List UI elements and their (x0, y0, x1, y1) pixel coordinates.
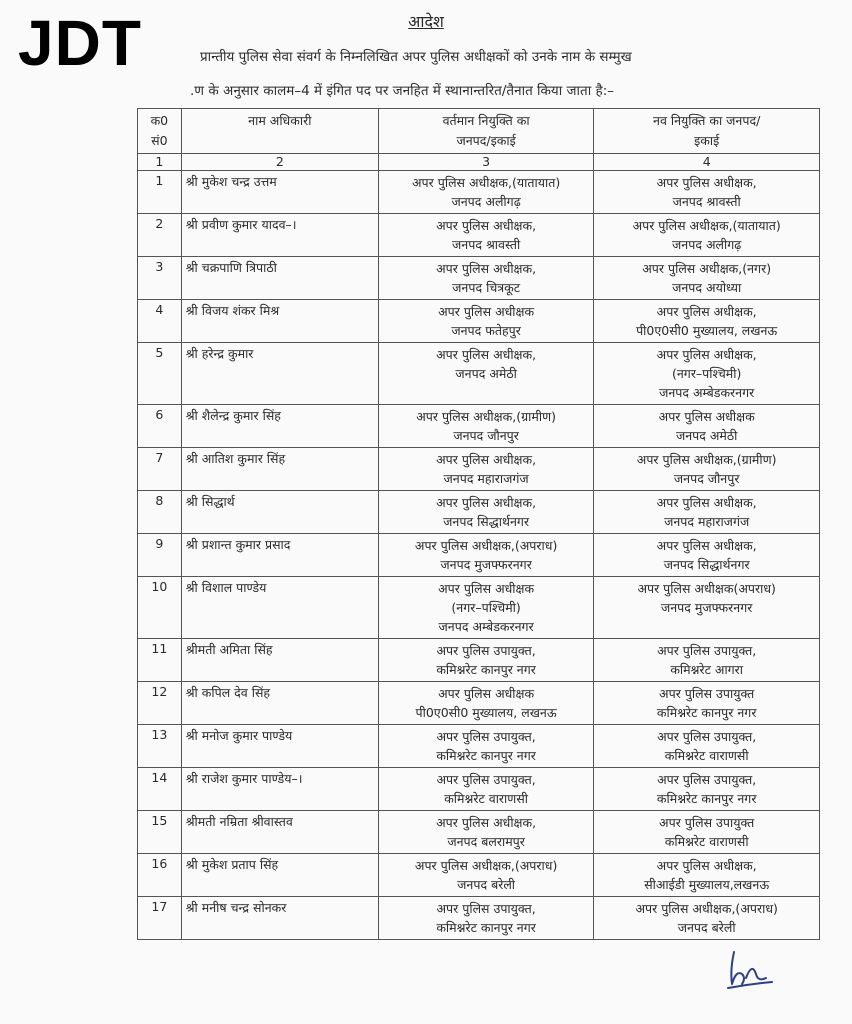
row-serial: 13 (138, 725, 182, 768)
header-new-line-1: नव नियुक्ति का जनपद/ (653, 113, 761, 128)
table-row (138, 725, 820, 768)
new-posting-line: जनपद मुजफ्फरनगर (660, 600, 753, 615)
new-posting-line: अपर पुलिस अधीक्षक, (656, 175, 757, 190)
column-number-row (138, 154, 820, 171)
new-posting-line: कमिश्नरेट आगरा (670, 662, 744, 677)
table-row (138, 897, 820, 940)
current-posting-line: अपर पुलिस अधीक्षक (438, 686, 535, 701)
row-serial: 8 (138, 491, 182, 534)
intro-line-1: प्रान्तीय पुलिस सेवा संवर्ग के निम्नलिखित अपर पुलिस अधीक्षकों को उनके नाम के सम्मुख (200, 49, 632, 65)
new-posting-line: अपर पुलिस अधीक्षक, (656, 347, 757, 362)
new-posting (594, 577, 820, 639)
current-posting-line: अपर पुलिस उपायुक्त, (436, 729, 536, 744)
officer-name: श्रीमती अमिता सिंह (181, 639, 378, 682)
new-posting-line: जनपद अम्बेडकरनगर (659, 385, 755, 400)
new-posting-line: अपर पुलिस अधीक्षक,(नगर) (642, 261, 772, 276)
current-posting-line: जनपद फतेहपुर (451, 323, 521, 338)
current-posting-line: जनपद मुजफ्फरनगर (440, 557, 532, 572)
new-posting (594, 214, 820, 257)
document-heading: आदेश (408, 12, 444, 31)
logo-text: JDT (18, 7, 142, 79)
row-serial: 10 (138, 577, 182, 639)
table-row (138, 491, 820, 534)
current-posting (378, 682, 593, 725)
new-posting-line: कमिश्नरेट कानपुर नगर (656, 791, 757, 806)
row-serial: 12 (138, 682, 182, 725)
current-posting-line: जनपद श्रावस्ती (452, 237, 521, 252)
current-posting-line: अपर पुलिस उपायुक्त, (436, 772, 536, 787)
header-serial-line-2: सं0 (151, 133, 168, 148)
header-new (594, 109, 820, 154)
current-posting (378, 725, 593, 768)
current-posting (378, 300, 593, 343)
current-posting-line: जनपद अम्बेडकरनगर (438, 619, 534, 634)
intro-paragraph (190, 40, 840, 108)
new-posting-line: अपर पुलिस अधीक्षक, (656, 304, 757, 319)
officer-name: श्री शैलेन्द्र कुमार सिंह (181, 405, 378, 448)
current-posting (378, 534, 593, 577)
new-posting-line: अपर पुलिस उपायुक्त (659, 815, 755, 830)
table-row (138, 768, 820, 811)
current-posting-line: अपर पुलिस उपायुक्त, (436, 901, 536, 916)
current-posting-line: जनपद बरेली (457, 877, 516, 892)
header-name: नाम अधिकारी (181, 109, 378, 154)
signature-icon (720, 944, 780, 994)
officer-name: श्री प्रवीण कुमार यादव–। (181, 214, 378, 257)
new-posting-line: अपर पुलिस उपायुक्त, (657, 643, 757, 658)
header-current (378, 109, 593, 154)
current-posting-line: कमिश्नरेट कानपुर नगर (436, 748, 536, 763)
current-posting-line: कमिश्नरेट वाराणसी (444, 791, 529, 806)
new-posting-line: जनपद महाराजगंज (664, 514, 750, 529)
current-posting-line: अपर पुलिस अधीक्षक (438, 304, 535, 319)
officer-name: श्री मनोज कुमार पाण्डेय (181, 725, 378, 768)
table-row (138, 682, 820, 725)
table-row (138, 854, 820, 897)
row-serial: 7 (138, 448, 182, 491)
new-posting (594, 491, 820, 534)
new-posting-line: अपर पुलिस अधीक्षक (658, 409, 755, 424)
table-row (138, 639, 820, 682)
table-header-row (138, 109, 820, 154)
new-posting-line: जनपद बरेली (677, 920, 736, 935)
officer-name: श्री मुकेश प्रताप सिंह (181, 854, 378, 897)
current-posting (378, 405, 593, 448)
current-posting (378, 639, 593, 682)
officer-name: श्री आतिश कुमार सिंह (181, 448, 378, 491)
row-serial: 1 (138, 171, 182, 214)
row-serial: 11 (138, 639, 182, 682)
current-posting-line: अपर पुलिस अधीक्षक,(ग्रामीण) (416, 409, 556, 424)
officer-name: श्री विशाल पाण्डेय (181, 577, 378, 639)
table-row (138, 448, 820, 491)
new-posting-line: अपर पुलिस उपायुक्त, (657, 729, 757, 744)
transfer-table (137, 108, 820, 940)
current-posting-line: अपर पुलिस अधीक्षक,(अपराध) (414, 858, 558, 873)
new-posting (594, 257, 820, 300)
table-row (138, 405, 820, 448)
new-posting-line: अपर पुलिस अधीक्षक, (656, 538, 757, 553)
new-posting-line: पी0ए0सी0 मुख्यालय, लखनऊ (636, 323, 778, 338)
current-posting-line: पी0ए0सी0 मुख्यालय, लखनऊ (415, 705, 557, 720)
table-row (138, 300, 820, 343)
current-posting (378, 171, 593, 214)
new-posting-line: जनपद अलीगढ़ (672, 237, 742, 252)
new-posting-line: जनपद अमेठी (675, 428, 738, 443)
table-row (138, 811, 820, 854)
row-serial: 15 (138, 811, 182, 854)
current-posting (378, 257, 593, 300)
new-posting (594, 897, 820, 940)
current-posting-line: जनपद बलरामपुर (447, 834, 525, 849)
new-posting (594, 534, 820, 577)
new-posting-line: जनपद श्रावस्ती (672, 194, 741, 209)
new-posting-line: अपर पुलिस अधीक्षक,(अपराध) (635, 901, 778, 916)
header-serial-line-1: क0 (150, 113, 169, 128)
current-posting-line: अपर पुलिस अधीक्षक,(यातायात) (412, 175, 561, 190)
intro-line-2: .ण के अनुसार कालम–4 में इंगित पद पर जनहित में स्थानान्तरित/तैनात किया जाता है:– (190, 83, 614, 99)
officer-name: श्री मुकेश चन्द्र उत्तम (181, 171, 378, 214)
officer-name: श्री कपिल देव सिंह (181, 682, 378, 725)
new-posting-line: अपर पुलिस उपायुक्त, (657, 772, 757, 787)
table-row (138, 343, 820, 405)
new-posting-line: जनपद अयोध्या (672, 280, 742, 295)
column-number: 1 (138, 154, 182, 171)
current-posting (378, 811, 593, 854)
current-posting-line: (नगर–पश्चिमी) (451, 600, 521, 615)
header-current-line-2: जनपद/इकाई (456, 133, 516, 148)
new-posting (594, 768, 820, 811)
table-row (138, 577, 820, 639)
row-serial: 16 (138, 854, 182, 897)
officer-name: श्री राजेश कुमार पाण्डेय–। (181, 768, 378, 811)
current-posting-line: अपर पुलिस अधीक्षक, (436, 347, 537, 362)
row-serial: 17 (138, 897, 182, 940)
new-posting-line: अपर पुलिस अधीक्षक,(ग्रामीण) (636, 452, 777, 467)
new-posting-line: अपर पुलिस अधीक्षक,(यातायात) (632, 218, 781, 233)
new-posting-line: अपर पुलिस अधीक्षक, (656, 495, 757, 510)
new-posting (594, 682, 820, 725)
column-number: 4 (594, 154, 820, 171)
current-posting-line: अपर पुलिस अधीक्षक, (436, 218, 537, 233)
current-posting-line: अपर पुलिस अधीक्षक (438, 581, 535, 596)
row-serial: 6 (138, 405, 182, 448)
new-posting (594, 448, 820, 491)
table-row (138, 171, 820, 214)
new-posting (594, 639, 820, 682)
row-serial: 4 (138, 300, 182, 343)
row-serial: 5 (138, 343, 182, 405)
current-posting-line: अपर पुलिस अधीक्षक, (436, 452, 537, 467)
current-posting-line: कमिश्नरेट कानपुर नगर (436, 920, 536, 935)
new-posting (594, 300, 820, 343)
column-number: 2 (181, 154, 378, 171)
current-posting-line: अपर पुलिस अधीक्षक, (436, 495, 537, 510)
current-posting (378, 897, 593, 940)
current-posting (378, 577, 593, 639)
header-new-line-2: इकाई (694, 133, 720, 148)
current-posting-line: जनपद चित्रकूट (452, 280, 521, 295)
new-posting (594, 811, 820, 854)
current-posting-line: कमिश्नरेट कानपुर नगर (436, 662, 536, 677)
new-posting-line: जनपद जौनपुर (673, 471, 740, 486)
new-posting (594, 725, 820, 768)
new-posting-line: अपर पुलिस अधीक्षक, (656, 858, 757, 873)
table-row (138, 534, 820, 577)
header-serial (138, 109, 182, 154)
new-posting (594, 343, 820, 405)
new-posting (594, 171, 820, 214)
current-posting-line: जनपद जौनपुर (453, 428, 519, 443)
current-posting (378, 768, 593, 811)
current-posting-line: अपर पुलिस अधीक्षक, (436, 261, 537, 276)
table-body (138, 171, 820, 940)
new-posting-line: (नगर–पश्चिमी) (671, 366, 742, 381)
officer-name: श्रीमती नम्रिता श्रीवास्तव (181, 811, 378, 854)
new-posting-line: कमिश्नरेट वाराणसी (664, 834, 749, 849)
officer-name: श्री सिद्धार्थ (181, 491, 378, 534)
current-posting (378, 214, 593, 257)
row-serial: 2 (138, 214, 182, 257)
current-posting-line: अपर पुलिस उपायुक्त, (436, 643, 536, 658)
current-posting (378, 448, 593, 491)
officer-name: श्री चक्रपाणि त्रिपाठी (181, 257, 378, 300)
officer-name: श्री विजय शंकर मिश्र (181, 300, 378, 343)
current-posting (378, 491, 593, 534)
row-serial: 3 (138, 257, 182, 300)
officer-name: श्री प्रशान्त कुमार प्रसाद (181, 534, 378, 577)
current-posting-line: जनपद सिद्धार्थनगर (443, 514, 530, 529)
current-posting-line: जनपद महाराजगंज (443, 471, 529, 486)
table-row (138, 214, 820, 257)
table-row (138, 257, 820, 300)
new-posting-line: अपर पुलिस उपायुक्त (659, 686, 755, 701)
row-serial: 9 (138, 534, 182, 577)
new-posting-line: कमिश्नरेट वाराणसी (664, 748, 749, 763)
new-posting-line: अपर पुलिस अधीक्षक(अपराध) (637, 581, 776, 596)
row-serial: 14 (138, 768, 182, 811)
column-number: 3 (378, 154, 593, 171)
header-current-line-1: वर्तमान नियुक्ति का (442, 113, 530, 128)
officer-name: श्री मनीष चन्द्र सोनकर (181, 897, 378, 940)
current-posting-line: जनपद अमेठी (455, 366, 517, 381)
new-posting-line: सीआईडी मुख्यालय,लखनऊ (644, 877, 770, 892)
current-posting-line: अपर पुलिस अधीक्षक, (436, 815, 537, 830)
current-posting-line: अपर पुलिस अधीक्षक,(अपराध) (414, 538, 558, 553)
current-posting (378, 343, 593, 405)
new-posting-line: जनपद सिद्धार्थनगर (663, 557, 750, 572)
officer-name: श्री हरेन्द्र कुमार (181, 343, 378, 405)
current-posting (378, 854, 593, 897)
new-posting-line: कमिश्नरेट कानपुर नगर (656, 705, 757, 720)
new-posting (594, 854, 820, 897)
new-posting (594, 405, 820, 448)
current-posting-line: जनपद अलीगढ़ (451, 194, 521, 209)
